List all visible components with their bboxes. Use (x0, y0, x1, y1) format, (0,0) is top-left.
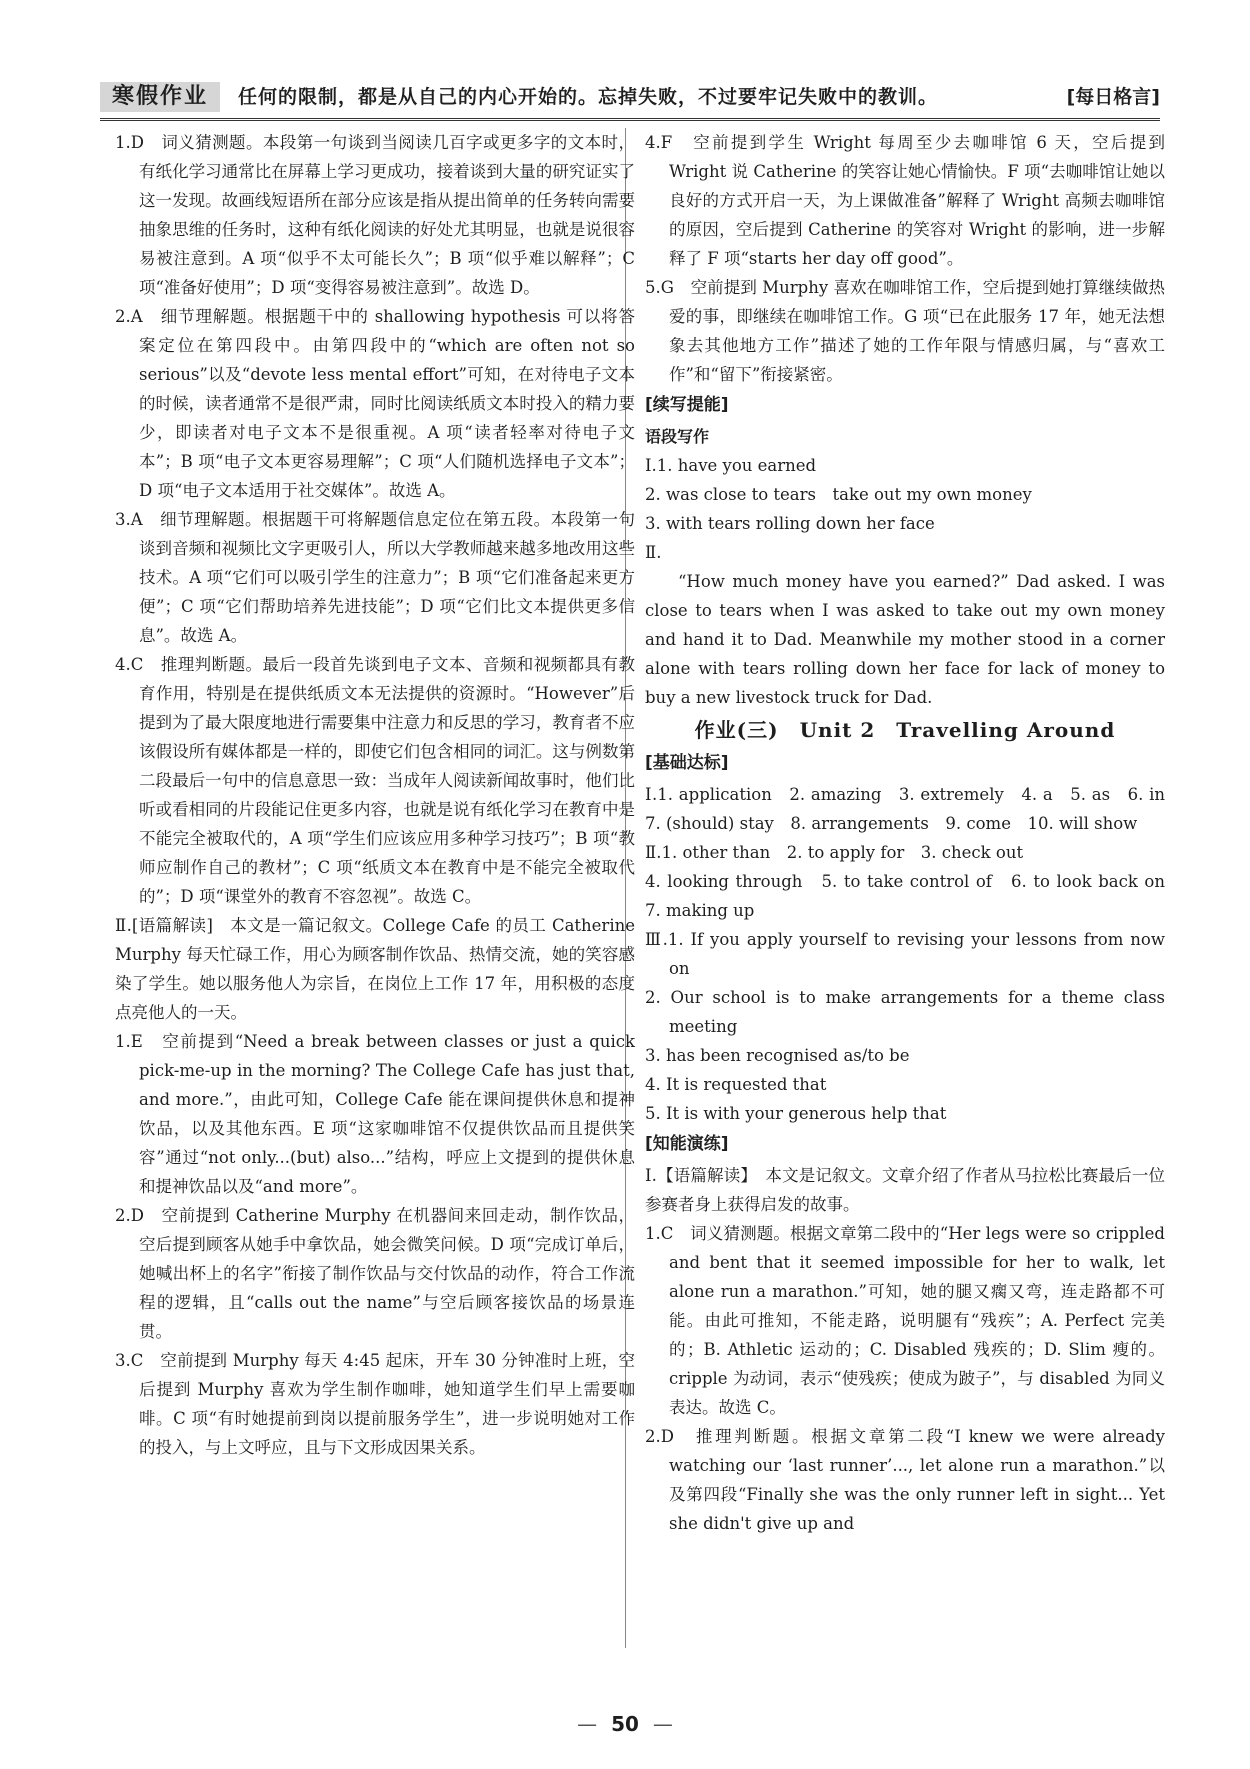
answer-line: Ⅱ. (645, 543, 662, 562)
answer-paragraph: 3.C 空前提到 Murphy 每天 4:45 起床，开车 30 分钟准时上班，空后提到 Murphy 喜欢为学生制作咖啡，她知道学生们早上需要咖啡。C 项“有时她提前到岗以提前服务学生”，进一步说明她对工作的投入，与上文呼应，且与下文形成因果关系。 (115, 1351, 635, 1457)
section-tag: 寒假作业 (100, 82, 220, 112)
page-number (0, 1712, 1250, 1736)
section-heading-continuation: [续写提能] (645, 395, 729, 415)
answer-line: 2. Our school is to make arrangements for a theme class meeting (645, 988, 1165, 1036)
answer-line: 3. has been recognised as/to be (645, 1046, 910, 1065)
subheading-paragraph-writing: 语段写作 (645, 427, 710, 446)
answer-paragraph: 2.D 推理判断题。根据文章第二段“I knew we were already watching our ‘last runner’..., let alone run a marathon.”以及第四段“Finally she was the only runner left in sight... Yet she didn't give up and (645, 1427, 1165, 1533)
answer-paragraph: 5.G 空前提到 Murphy 喜欢在咖啡馆工作，空后提到她打算继续做热爱的事，即继续在咖啡馆工作。G 项“已在此服务 17 年，她无法想象去其他地方工作”描述了她的工作年限与情感归属，与“喜欢工作”和“留下”衔接紧密。 (645, 278, 1165, 384)
answer-paragraph: 1.E 空前提到“Need a break between classes or just a quick pick-me-up in the morning? The College Cafe has just that, and more.”，由此可知，College Cafe 能在课间提供休息和提神饮品，以及其他东西。E 项“这家咖啡馆不仅提供饮品而且提供笑容”通过“not only...(but) also...”结构，呼应上文提到的提供休息和提神饮品以及“and more”。 (115, 1032, 635, 1196)
answer-paragraph: 1.D 词义猜测题。本段第一句谈到当阅读几百字或更多字的文本时，有纸化学习通常比在屏幕上学习更成功，接着谈到大量的研究证实了这一发现。故画线短语所在部分应该是指从提出简单的任务转向需要抽象思维的任务时，这种有纸化阅读的好处尤其明显，也就是说很容易被注意到。A 项“似乎不太可能长久”；B 项“似乎难以解释”；C 项“准备好使用”；D 项“变得容易被注意到”。故选 D。 (115, 133, 635, 297)
unit-title: 作业(三) Unit 2 Travelling Around (694, 718, 1116, 742)
writing-sample: “How much money have you earned?” Dad asked. I was close to tears when I was asked to take out my own money and hand it to Dad. Meanwhile my mother stood in a corner alone with tears rolling down her face for lack of money to buy a new livestock truck for Dad. (645, 572, 1165, 707)
answer-paragraph: 2.D 空前提到 Catherine Murphy 在机器间来回走动，制作饮品，空后提到顾客从她手中拿饮品，她会微笑问候。D 项“完成订单后，她喊出杯上的名字”衔接了制作饮品与交付饮品的动作，符合工作流程的逻辑，且“calls out the name”与空后顾客接饮品的场景连贯。 (115, 1206, 635, 1341)
answer-line: 3. with tears rolling down her face (645, 514, 935, 533)
answer-paragraph: 4.F 空前提到学生 Wright 每周至少去咖啡馆 6 天，空后提到 Wright 说 Catherine 的笑容让她心情愉快。F 项“去咖啡馆让她以良好的方式开启一天，为上课做准备”解释了 Wright 高频去咖啡馆的原因，空后提到 Catherine 的笑容对 Wright 的影响，进一步解释了 F 项“starts her day off good”。 (645, 133, 1165, 268)
motto-label: [每日格言] (1066, 86, 1160, 108)
passage-summary: Ⅰ.【语篇解读】 本文是记叙文。文章介绍了作者从马拉松比赛最后一位参赛者身上获得启发的故事。 (645, 1166, 1165, 1214)
answer-paragraph: 4.C 推理判断题。最后一段首先谈到电子文本、音频和视频都具有教育作用，特别是在提供纸质文本无法提供的资源时。“However”后提到为了最大限度地进行需要集中注意力和反思的学习，教育者不应该假设所有媒体都是一样的，即使它们包含相同的词汇。这与例数第二段最后一句中的信息意思一致：当成年人阅读新闻故事时，他们比听或看相同的片段能记住更多内容，也就是说有纸化学习在教育中是不能完全被取代的，A 项“学生们应该应用多种学习技巧”；B 项“教师应制作自己的教材”；C 项“纸质文本在教育中是不能完全被取代的”；D 项“课堂外的教育不容忽视”。故选 C。 (115, 655, 635, 906)
answer-line: 5. It is with your generous help that (645, 1104, 947, 1123)
answer-line: 2. was close to tears take out my own money (645, 485, 1032, 504)
answer-paragraph: 3.A 细节理解题。根据题干可将解题信息定位在第五段。本段第一句谈到音频和视频比文字更吸引人，所以大学教师越来越多地改用这些技术。A 项“它们可以吸引学生的注意力”；B 项“它们准备起来更方便”；C 项“它们帮助培养先进技能”；D 项“它们比文本提供更多信息”。故选 A。 (115, 510, 635, 645)
answer-line: Ⅱ.1. other than 2. to apply for 3. check out (645, 843, 1024, 862)
answer-line: Ⅰ.1. application 2. amazing 3. extremely 4. a 5. as 6. in 7. (should) stay 8. arrangements 9. come 10. will show (645, 785, 1182, 833)
page-number-value: — 50 — (563, 1712, 687, 1736)
right-column (645, 128, 1182, 1538)
answer-line: 4. looking through 5. to take control of 6. to look back on 7. making up (645, 872, 1182, 920)
section-heading-practice: [知能演练] (645, 1134, 729, 1154)
left-column (115, 128, 635, 1462)
page-header (100, 82, 1160, 121)
answer-line: 4. It is requested that (645, 1075, 827, 1094)
answer-line: Ⅰ.1. have you earned (645, 456, 817, 475)
daily-motto: 任何的限制，都是从自己的内心开始的。忘掉失败，不过要牢记失败中的教训。 (238, 86, 939, 108)
answer-paragraph: 2.A 细节理解题。根据题干中的 shallowing hypothesis 可以将答案定位在第四段中。由第四段中的“which are often not so serious”以及“devote less mental effort”可知，在对待电子文本的时候，读者通常不是很严肃，同时比阅读纸质文本时投入的精力要少，即读者对电子文本不是很重视。A 项“读者轻率对待电子文本”；B 项“电子文本更容易理解”；C 项“人们随机选择电子文本”；D 项“电子文本适用于社交媒体”。故选 A。 (115, 307, 635, 500)
answer-paragraph: 1.C 词义猜测题。根据文章第二段中的“Her legs were so crippled and bent that it seemed impossible for her to walk, let alone run a marathon.”可知，她的腿又瘸又弯，连走路都不可能。由此可推知，不能走路，说明腿有“残疾”；A. Perfect 完美的；B. Athletic 运动的；C. Disabled 残疾的；D. Slim 瘦的。cripple 为动词，表示“使残疾；使成为跛子”，与 disabled 为同义表达。故选 C。 (645, 1224, 1165, 1417)
section-heading-basics: [基础达标] (645, 753, 729, 773)
passage-summary: Ⅱ.[语篇解读] 本文是一篇记叙文。College Cafe 的员工 Catherine Murphy 每天忙碌工作，用心为顾客制作饮品、热情交流，她的笑容感染了学生。她以服务他人为宗旨，在岗位上工作 17 年，用积极的态度点亮他人的一天。 (115, 916, 635, 1022)
answer-line: Ⅲ.1. If you apply yourself to revising your lessons from now on (645, 930, 1165, 978)
